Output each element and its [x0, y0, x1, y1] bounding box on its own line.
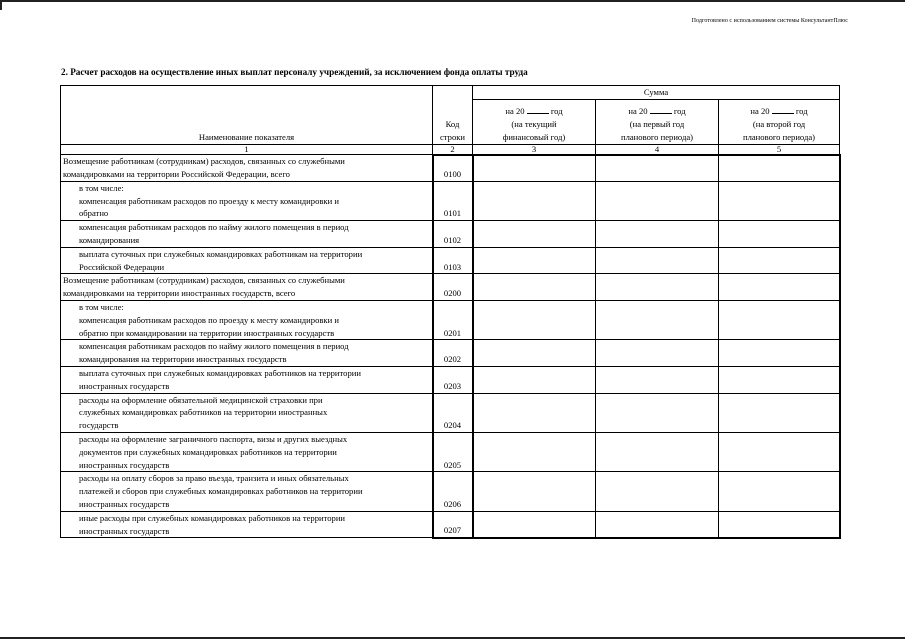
amount-cell-year-2[interactable]: [596, 301, 719, 340]
row-name-line: компенсация работникам расходов по проезду к месту командировки и: [79, 314, 339, 325]
row-name-line: выплата суточных при служебных командировках работников на территории: [79, 368, 361, 379]
row-name-line: расходы на оплату сборов за право въезда, транзита и иных обязательных: [79, 473, 349, 484]
row-name: [61, 511, 433, 538]
row-name-line: иностранных государств: [79, 525, 170, 536]
table-row: [61, 181, 840, 220]
amount-cell-year-2[interactable]: [596, 340, 719, 367]
row-name-line: выплата суточных при служебных командировках работникам на территории: [79, 248, 363, 259]
year-suffix: год: [673, 106, 686, 117]
header-year-line-1: [475, 104, 593, 118]
row-name: [61, 301, 433, 340]
header-year-1: [473, 99, 596, 144]
header-year-line-3: финансовый год): [502, 132, 566, 142]
row-name: [61, 340, 433, 367]
amount-cell-year-3[interactable]: [719, 301, 840, 340]
header-year-line-2: (на текущий: [511, 119, 557, 130]
row-code: 0205: [433, 433, 473, 472]
amount-cell-year-2[interactable]: [596, 247, 719, 274]
row-name-line: компенсация работникам расходов по проезду к месту командировки и: [79, 195, 339, 206]
row-code: 0206: [433, 472, 473, 511]
row-name: [61, 367, 433, 394]
amount-cell-year-3[interactable]: [719, 367, 840, 394]
row-name: [61, 274, 433, 301]
page-top-border: [0, 0, 905, 2]
row-name-line: компенсация работникам расходов по найму жилого помещения в период: [79, 341, 349, 352]
amount-cell-year-3[interactable]: [719, 181, 840, 220]
amount-cell-year-1[interactable]: [473, 247, 596, 274]
row-code: 0207: [433, 511, 473, 538]
table-row: [61, 367, 840, 394]
header-year-line-2: (на второй год: [752, 119, 806, 130]
row-name-line: государств: [79, 420, 119, 431]
header-sum: Сумма: [473, 86, 840, 100]
amount-cell-year-2[interactable]: [596, 472, 719, 511]
amount-cell-year-3[interactable]: [719, 155, 840, 182]
row-name: [61, 472, 433, 511]
header-code: [433, 86, 473, 145]
amount-cell-year-3[interactable]: [719, 393, 840, 432]
amount-cell-year-3[interactable]: [719, 511, 840, 538]
row-name-line: компенсация работникам расходов по найму жилого помещения в период: [79, 222, 349, 233]
amount-cell-year-1[interactable]: [473, 340, 596, 367]
table-row: [61, 472, 840, 511]
row-name: [61, 181, 433, 220]
amount-cell-year-1[interactable]: [473, 367, 596, 394]
row-name-line: командирования на территории иностранных государств: [79, 354, 287, 365]
row-name-line: расходы на оформление обязательной медицинской страховки при: [79, 394, 323, 405]
amount-cell-year-3[interactable]: [719, 221, 840, 248]
column-index-1: 1: [61, 144, 433, 155]
row-name-line: иностранных государств: [79, 459, 170, 470]
row-name-line: иностранных государств: [79, 380, 170, 391]
header-year-line-2: (на первый год: [629, 119, 685, 130]
page-corner-mark: [0, 0, 2, 10]
amount-cell-year-1[interactable]: [473, 274, 596, 301]
row-name-line: в том числе:: [79, 182, 124, 193]
amount-cell-year-2[interactable]: [596, 433, 719, 472]
header-year-line-1: [721, 104, 837, 118]
row-name-line: платежей и сборов при служебных командировках работников на территории: [79, 486, 363, 497]
row-name: [61, 221, 433, 248]
table-row: [61, 433, 840, 472]
expense-calculation-table: [60, 85, 841, 539]
amount-cell-year-2[interactable]: [596, 221, 719, 248]
year-blank-field[interactable]: [527, 104, 549, 114]
row-code: 0201: [433, 301, 473, 340]
row-name-line: Возмещение работникам (сотрудникам) расходов, связанных со служебными: [63, 156, 345, 167]
column-index-3: 3: [473, 144, 596, 155]
row-name: [61, 393, 433, 432]
row-code: 0204: [433, 393, 473, 432]
amount-cell-year-2[interactable]: [596, 274, 719, 301]
row-name-line: служебных командировках работников на территории иностранных: [79, 407, 328, 418]
row-name-line: в том числе:: [79, 302, 124, 313]
table-row: [61, 274, 840, 301]
row-name-line: документов при служебных командировках работников на территории: [79, 446, 337, 457]
amount-cell-year-3[interactable]: [719, 340, 840, 367]
row-name-line: иные расходы при служебных командировках работников на территории: [79, 512, 346, 523]
row-name: [61, 247, 433, 274]
amount-cell-year-2[interactable]: [596, 155, 719, 182]
row-code: 0101: [433, 181, 473, 220]
row-name-line: обратно при командировании на территории иностранных государств: [79, 327, 335, 338]
header-name: Наименование показателя: [61, 86, 433, 145]
row-code: 0100: [433, 155, 473, 182]
amount-cell-year-3[interactable]: [719, 433, 840, 472]
amount-cell-year-1[interactable]: [473, 511, 596, 538]
amount-cell-year-2[interactable]: [596, 181, 719, 220]
header-year-3: [719, 99, 840, 144]
amount-cell-year-1[interactable]: [473, 393, 596, 432]
amount-cell-year-1[interactable]: [473, 472, 596, 511]
row-name-line: командировками на территории Российской Федерации, всего: [63, 169, 290, 180]
year-suffix: год: [550, 106, 563, 117]
header-code-line-2: строки: [439, 132, 466, 142]
table-row: [61, 393, 840, 432]
amount-cell-year-3[interactable]: [719, 472, 840, 511]
header-code-line-1: Код: [445, 119, 460, 130]
row-code: 0102: [433, 221, 473, 248]
header-year-line-3: планового периода): [620, 132, 694, 142]
table-row: [61, 340, 840, 367]
amount-cell-year-1[interactable]: [473, 221, 596, 248]
column-index-4: 4: [596, 144, 719, 155]
header-year-line-3: планового периода): [742, 132, 816, 142]
row-code: 0200: [433, 274, 473, 301]
row-name-line: Российской Федерации: [79, 261, 165, 272]
row-code: 0103: [433, 247, 473, 274]
header-year-line-1: [598, 104, 716, 118]
section-title: 2. Расчет расходов на осуществление иных выплат персоналу учреждений, за исключением фонда оплаты труда: [61, 67, 528, 77]
row-name: [61, 433, 433, 472]
header-year-2: [596, 99, 719, 144]
row-name-line: расходы на оформление заграничного паспорта, визы и других выездных: [79, 434, 348, 445]
row-name-line: иностранных государств: [79, 499, 170, 510]
amount-cell-year-2[interactable]: [596, 511, 719, 538]
table-row: [61, 301, 840, 340]
page-bottom-border: [0, 637, 905, 639]
column-index-2: 2: [433, 144, 473, 155]
row-name: [61, 155, 433, 182]
table-row: [61, 221, 840, 248]
year-suffix: год: [795, 106, 808, 117]
table-row: [61, 511, 840, 538]
amount-cell-year-2[interactable]: [596, 393, 719, 432]
row-name-line: командирования: [79, 235, 140, 246]
amount-cell-year-3[interactable]: [719, 274, 840, 301]
amount-cell-year-1[interactable]: [473, 155, 596, 182]
table-row: [61, 155, 840, 182]
amount-cell-year-1[interactable]: [473, 181, 596, 220]
year-blank-field[interactable]: [650, 104, 672, 114]
year-prefix: на 20: [750, 106, 770, 117]
amount-cell-year-1[interactable]: [473, 301, 596, 340]
row-name-line: обратно: [79, 208, 109, 219]
header-note: Подготовлено с использованием системы КонсультантПлюс: [691, 18, 848, 24]
table-row: [61, 247, 840, 274]
row-code: 0203: [433, 367, 473, 394]
year-prefix: на 20: [628, 106, 648, 117]
row-code: 0202: [433, 340, 473, 367]
year-blank-field[interactable]: [772, 104, 794, 114]
row-name-line: Возмещение работникам (сотрудникам) расходов, связанных со служебными: [63, 275, 345, 286]
year-prefix: на 20: [505, 106, 525, 117]
amount-cell-year-2[interactable]: [596, 367, 719, 394]
row-name-line: командировками на территории иностранных государств, всего: [63, 288, 296, 299]
amount-cell-year-3[interactable]: [719, 247, 840, 274]
column-index-5: 5: [719, 144, 840, 155]
amount-cell-year-1[interactable]: [473, 433, 596, 472]
